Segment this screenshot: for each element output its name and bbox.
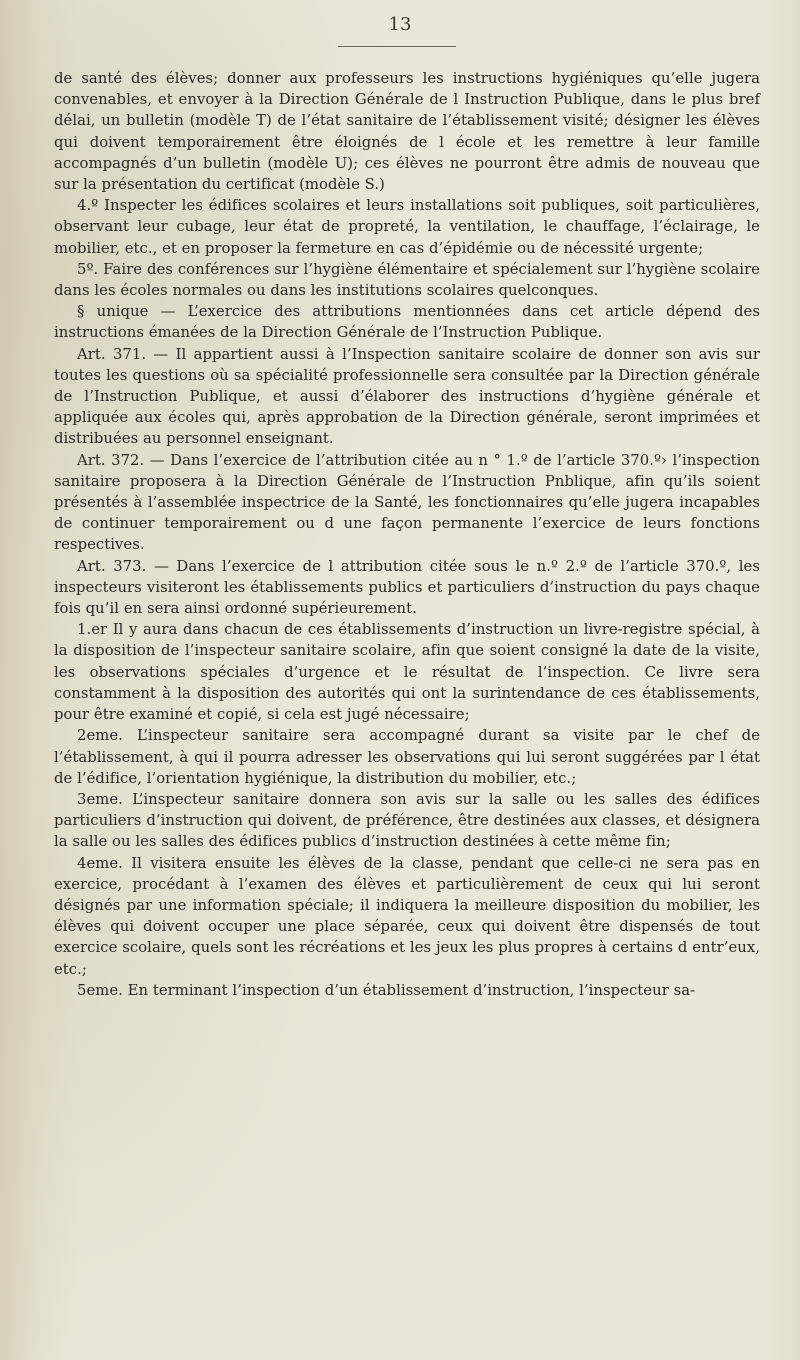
- page-number: 13: [388, 14, 412, 35]
- paragraph-art-372: Art. 372. — Dans l’exercice de l’attribution citée au n ° 1.º de l’article 370.º› l’inspection sanitaire proposera à la Direction Générale de l’Instruction Pnblique, afin qu’ils soient présentés à l’assemblée inspectrice de la Santé, les fonctionnaires qu’elle jugera incapables de continuer temporairement ou d une façon permanente l’exercice de leurs fonctions respectives.: [54, 451, 760, 554]
- paragraph-point-3: 3eme. L’inspecteur sanitaire donnera son avis sur la salle ou les salles des édifices particuliers d’instruction qui doivent, de préférence, être destinées aux classes, et désignera la salle ou les salles des édifices publics d’instruction destinées à cette même fin;: [54, 790, 760, 851]
- paragraph-point-5: 5eme. En terminant l’inspection d’un établissement d’instruction, l’inspecteur sa-: [77, 981, 696, 999]
- paragraph-art-371: Art. 371. — Il appartient aussi à l’Inspection sanitaire scolaire de donner son avis sur toutes les questions où sa spécialité professionnelle sera consultée par la Direction générale de l’Instruction Publique, et aussi d’élaborer des instructions d’hygiène générale et appliquée aux écoles qui, après approbation de la Direction générale, seront imprimées et distribuées au personnel enseignant.: [54, 345, 760, 448]
- paragraph-point-4: 4eme. Il visitera ensuite les élèves de la classe, pendant que celle-ci ne sera pas en exercice, procédant à l’examen des élèves et particulièrement de ceux qui lui seront désignés par une information spéciale; il indiquera la meilleure disposition du mobilier, les élèves qui doivent occuper une place séparée, ceux qui doivent être dispensés de tout exercice scolaire, quels sont les récréations et les jeux les plus propres à certains d entr’eux, etc.;: [54, 854, 760, 978]
- paragraph-continuation: de santé des élèves; donner aux professeurs les instructions hygiéniques qu’elle jugera convenables, et envoyer à la Direction Générale de l Instruction Publique, dans le plus bref délai, un bulletin (modèle T) de l’état sanitaire de l’établissement visité; désigner les élèves qui doivent temporairement être éloignés de l école et les remettre à leur famille accompagnés d’un bulletin (modèle U); ces élèves ne pourront être admis de nouveau que sur la présentation du certificat (modèle S.): [54, 70, 760, 194]
- paragraph-section-unique: § unique — L’exercice des attributions mentionnées dans cet article dépend des instructions émanées de la Direction Générale de l’Instruction Publique.: [54, 303, 760, 342]
- header-rule: [338, 46, 456, 47]
- paragraph-art-373: Art. 373. — Dans l’exercice de l attribution citée sous le n.º 2.º de l’article 370.º, les inspecteurs visiteront les établissements publics et particuliers d’instruction du pays chaque fois qu’il en sera ainsi ordonné supérieurement.: [54, 557, 760, 618]
- paragraph-item-5: 5º. Faire des conférences sur l’hygiène élémentaire et spécialement sur l’hygiène scolaire dans les écoles normales ou dans les institutions scolaires quelconques.: [54, 260, 760, 300]
- paragraph-point-2: 2eme. L’inspecteur sanitaire sera accompagné durant sa visite par le chef de l’établissement, à qui il pourra adresser les observations qui lui seront suggérées par l état de l’édifice, l’orientation hygiénique, la distribution du mobilier, etc.;: [54, 727, 760, 787]
- paragraph-item-4: 4.º Inspecter les édifices scolaires et leurs installations soit publiques, soit particulières, observant leur cubage, leur état de propreté, la ventilation, le chauffage, l’éclairage, le mobilier, etc., et en proposer la fermeture en cas d’épidémie ou de nécessité urgente;: [54, 197, 760, 257]
- paragraph-point-1: 1.er Il y aura dans chacun de ces établissements d’instruction un livre-registre spécial, à la disposition de l’inspecteur sanitaire scolaire, afin que soient consigné la date de la visite, les observations spéciales d’urgence et le résultat de l’inspection. Ce livre sera constamment à la disposition des autorités qui ont la surintendance de ces établissements, pour être examiné et copié, si cela est jugé nécessaire;: [54, 621, 760, 724]
- body-text: [54, 68, 760, 1001]
